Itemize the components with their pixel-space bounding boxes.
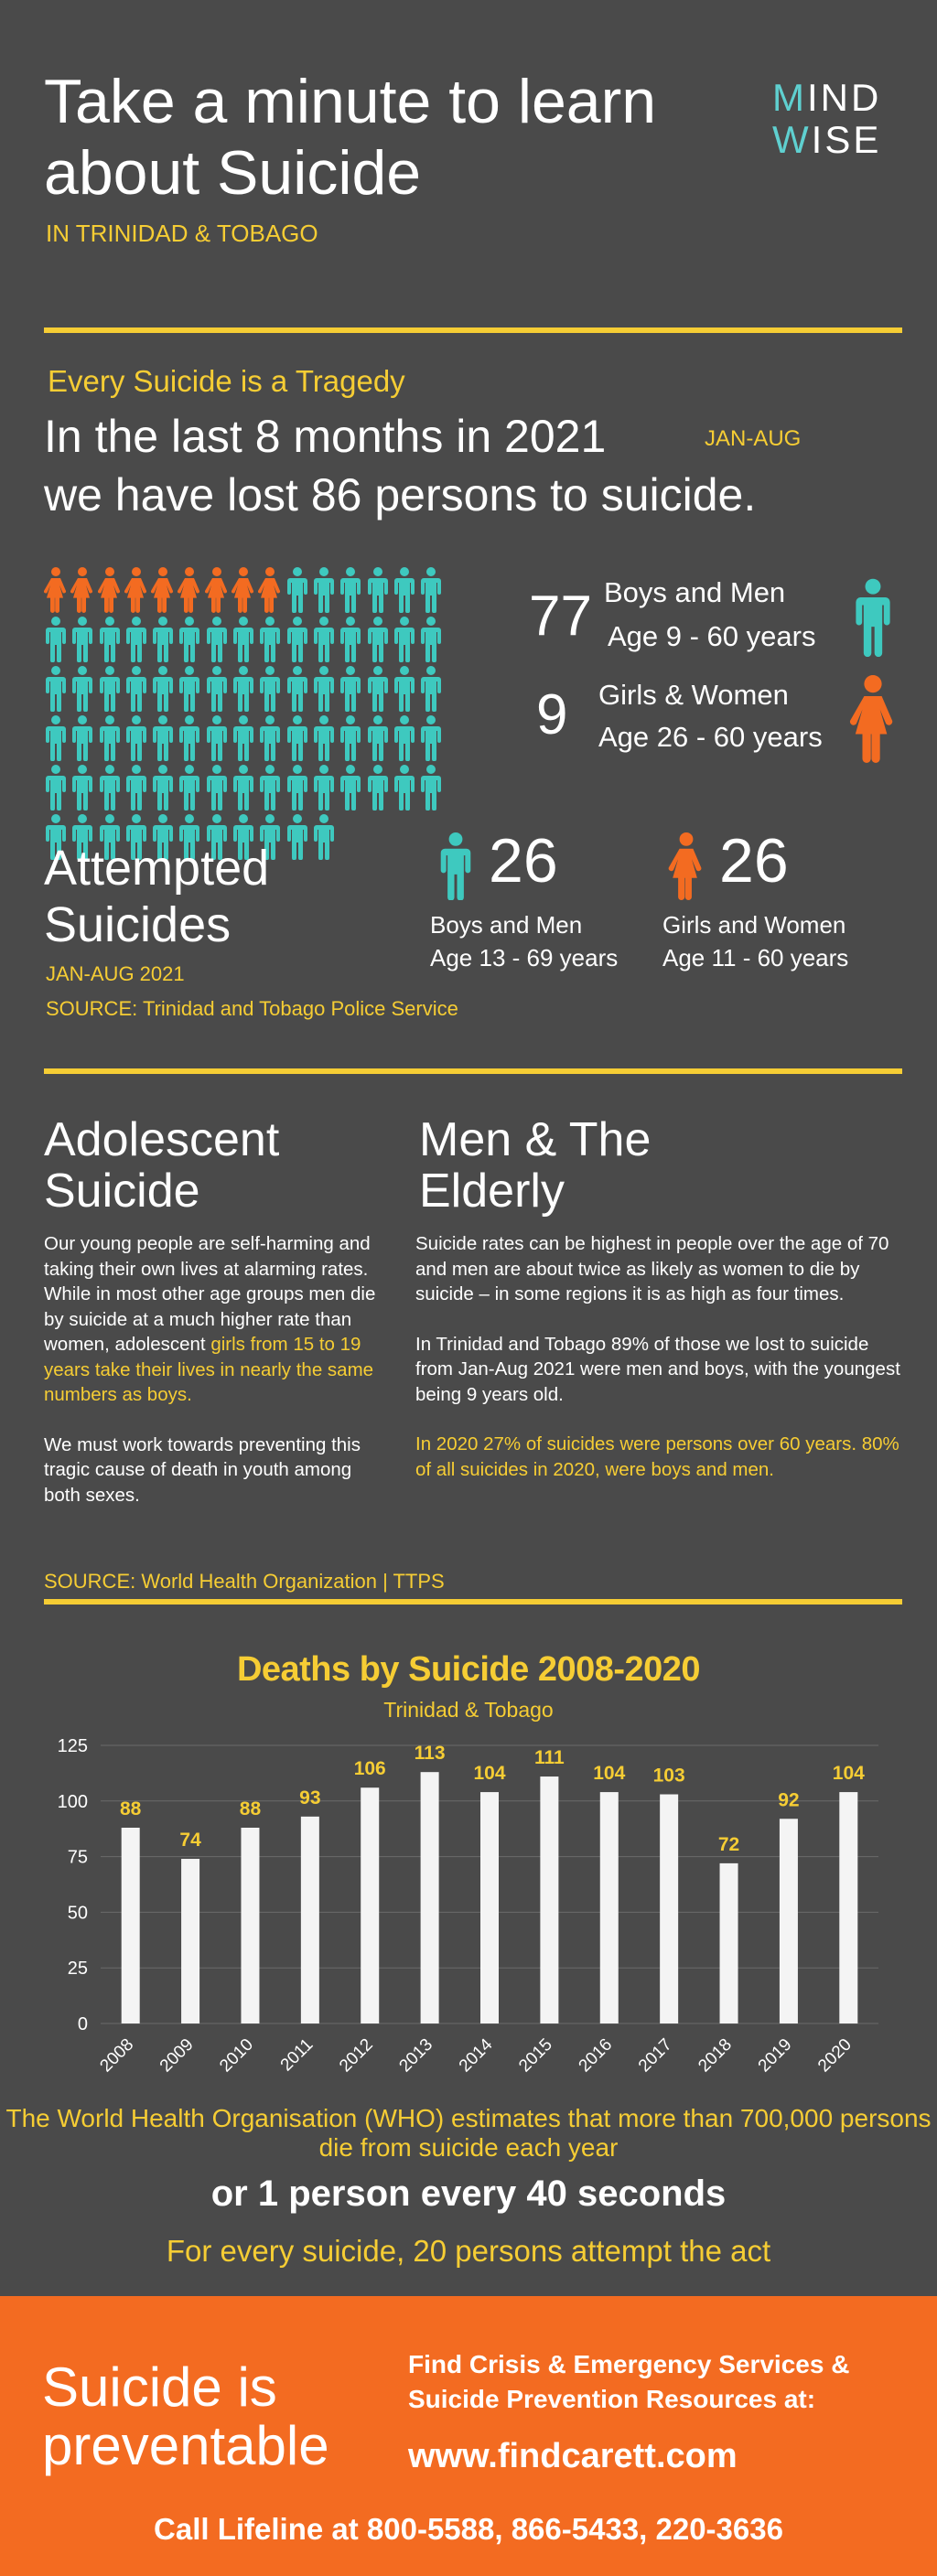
man-icon [285, 567, 309, 613]
y-tick-label: 50 [67, 1903, 88, 1924]
man-icon [44, 765, 68, 810]
bar [122, 1828, 140, 2023]
bar [241, 1828, 259, 2023]
who-estimate: The World Health Organisation (WHO) estimates that more than 700,000 persons die from suicide each year [5, 2104, 932, 2162]
man-icon [258, 617, 282, 662]
man-icon [232, 666, 255, 712]
x-tick-label: 2012 [336, 2034, 377, 2077]
woman-icon [205, 567, 229, 613]
period-label: JAN-AUG [705, 426, 802, 451]
x-tick-label: 2014 [455, 2034, 497, 2077]
man-icon [232, 617, 255, 662]
data-label: 93 [299, 1787, 321, 1809]
man-icon [44, 666, 68, 712]
x-tick-label: 2011 [276, 2034, 318, 2076]
man-icon [178, 765, 201, 810]
man-icon [339, 567, 362, 613]
male-deaths-count: 77 [529, 585, 592, 648]
attempt-ratio: For every suicide, 20 persons attempt the act [166, 2234, 771, 2268]
woman-icon [70, 567, 94, 613]
data-label: 104 [832, 1763, 865, 1785]
elderly-p2: In Trinidad and Tobago 89% of those we lost to suicide from Jan-Aug 2021 were men and boys, with the youngest being 9 years old. [415, 1333, 900, 1405]
woman-icon [258, 567, 282, 613]
adolescent-p1: Our young people are self-harming and taking their own lives at alarming rates. While in most other age groups men die by suicide at a much higher rate than women, adolescent [44, 1233, 376, 1355]
tragedy-heading: Every Suicide is a Tragedy [48, 364, 405, 398]
man-icon [366, 567, 390, 613]
x-tick-label: 2010 [216, 2034, 257, 2077]
man-icon [393, 567, 416, 613]
attempted-male-ages: Age 13 - 69 years [430, 944, 619, 971]
data-label: 88 [120, 1798, 142, 1819]
man-icon [205, 715, 229, 761]
man-icon [205, 765, 229, 810]
man-icon [44, 715, 68, 761]
man-icon [312, 715, 336, 761]
man-icon [285, 765, 309, 810]
bar [421, 1772, 439, 2023]
source-who-ttps: SOURCE: World Health Organization | TTPS [44, 1570, 445, 1593]
elderly-p1: Suicide rates can be highest in people over the age of 70 and men are about twice as likely as women to die by suicide – in some regions it is as high as four times. [415, 1233, 889, 1304]
attempted-female-count: 26 [719, 826, 789, 896]
logo-letter: M [772, 76, 807, 119]
man-icon [178, 666, 201, 712]
man-icon [258, 666, 282, 712]
man-icon [366, 765, 390, 810]
data-label: 92 [778, 1789, 800, 1811]
woman-icon [98, 567, 122, 613]
elderly-text [415, 1231, 910, 1482]
female-deaths-ages: Age 26 - 60 years [598, 721, 823, 753]
man-icon [339, 765, 362, 810]
y-tick-label: 75 [67, 1847, 88, 1868]
man-icon [70, 617, 94, 662]
data-label: 103 [652, 1765, 685, 1787]
x-tick-label: 2018 [695, 2034, 737, 2077]
man-icon [124, 765, 148, 810]
mindwise-logo [772, 77, 881, 161]
woman-icon [178, 567, 201, 613]
x-tick-label: 2020 [814, 2034, 856, 2077]
resources-link[interactable]: www.findcarett.com [408, 2437, 738, 2475]
elderly-p3: In 2020 27% of suicides were persons over 60 years. 80% of all suicides in 2020, were boys and men. [415, 1433, 899, 1480]
woman-icon [666, 832, 706, 900]
lifeline-numbers: Call Lifeline at 800-5588, 866-5433, 220-3636 [154, 2512, 783, 2546]
attempted-male-label: Boys and Men [430, 911, 583, 939]
man-icon [258, 715, 282, 761]
woman-icon [44, 567, 68, 613]
male-deaths-label: Boys and Men [604, 576, 786, 608]
lost-line-1: In the last 8 months in 2021 [44, 411, 607, 462]
man-icon [178, 617, 201, 662]
man-icon [258, 765, 282, 810]
attempted-source: SOURCE: Trinidad and Tobago Police Service [46, 997, 458, 1020]
attempted-title: Attempted Suicides [44, 841, 270, 952]
man-icon [339, 666, 362, 712]
man-icon [339, 715, 362, 761]
man-icon [70, 715, 94, 761]
woman-icon [124, 567, 148, 613]
man-icon [393, 715, 416, 761]
bar [361, 1787, 379, 2023]
x-tick-label: 2015 [515, 2034, 556, 2077]
man-icon [285, 715, 309, 761]
attempted-female-ages: Age 11 - 60 years [662, 944, 849, 971]
man-icon [151, 715, 175, 761]
page-subtitle: IN TRINIDAD & TOBAGO [46, 220, 318, 247]
man-icon [285, 666, 309, 712]
man-icon [44, 617, 68, 662]
x-tick-label: 2016 [575, 2034, 617, 2077]
man-icon [419, 715, 443, 761]
man-icon [98, 765, 122, 810]
man-icon [312, 567, 336, 613]
man-icon [853, 578, 893, 657]
page-title: Take a minute to learn about Suicide [44, 67, 657, 208]
bar [301, 1817, 319, 2023]
data-label: 72 [717, 1833, 740, 1855]
man-icon [312, 666, 336, 712]
man-icon [366, 715, 390, 761]
man-icon [178, 715, 201, 761]
man-icon [124, 715, 148, 761]
data-label: 74 [179, 1830, 201, 1852]
woman-icon [151, 567, 175, 613]
male-deaths-ages: Age 9 - 60 years [608, 620, 816, 652]
logo-text: IND [807, 76, 882, 119]
death-rate: or 1 person every 40 seconds [210, 2174, 727, 2214]
adolescent-text [44, 1231, 392, 1508]
man-icon [232, 765, 255, 810]
female-deaths-label: Girls & Women [598, 679, 789, 711]
man-icon [151, 666, 175, 712]
man-icon [437, 832, 474, 900]
bar [660, 1795, 678, 2023]
adolescent-p2: We must work towards preventing this tragic cause of death in youth among both sexes. [44, 1433, 361, 1506]
divider [44, 1068, 902, 1074]
people-pictogram [44, 567, 501, 864]
x-tick-label: 2017 [634, 2034, 676, 2077]
man-icon [124, 617, 148, 662]
data-label: 111 [534, 1747, 565, 1769]
lost-line-2: we have lost 86 persons to suicide. [44, 469, 757, 521]
man-icon [98, 715, 122, 761]
man-icon [366, 617, 390, 662]
man-icon [393, 765, 416, 810]
data-label: 104 [593, 1763, 626, 1785]
woman-icon [232, 567, 255, 613]
bar [480, 1792, 499, 2023]
x-tick-label: 2019 [754, 2034, 796, 2077]
bar [720, 1863, 738, 2023]
man-icon [339, 617, 362, 662]
x-tick-label: 2013 [395, 2034, 437, 2077]
logo-letter: W [772, 118, 812, 161]
man-icon [393, 666, 416, 712]
female-deaths-count: 9 [536, 683, 568, 746]
man-icon [393, 617, 416, 662]
man-icon [70, 666, 94, 712]
man-icon [151, 617, 175, 662]
man-icon [98, 666, 122, 712]
bar [181, 1859, 199, 2023]
x-tick-label: 2008 [96, 2034, 138, 2077]
woman-icon [849, 675, 897, 763]
bar [540, 1776, 558, 2023]
bar [600, 1792, 619, 2023]
logo-text: ISE [811, 118, 882, 161]
attempted-male-count: 26 [489, 826, 558, 896]
y-tick-label: 25 [67, 1959, 88, 1980]
bar [839, 1792, 857, 2023]
man-icon [205, 617, 229, 662]
man-icon [419, 617, 443, 662]
chart-title: Deaths by Suicide 2008-2020 [236, 1650, 701, 1689]
data-label: 88 [239, 1798, 262, 1819]
y-tick-label: 125 [57, 1736, 88, 1756]
data-label: 106 [353, 1758, 386, 1780]
suicide-deaths-chart [37, 1720, 915, 2086]
man-icon [98, 617, 122, 662]
attempted-female-label: Girls and Women [662, 911, 846, 939]
man-icon [312, 765, 336, 810]
y-tick-label: 0 [77, 2014, 88, 2034]
man-icon [312, 617, 336, 662]
man-icon [151, 765, 175, 810]
footer-title: Suicide is preventable [42, 2356, 329, 2476]
adolescent-highlight: girls from 15 to 19 years take their lives in nearly the same numbers as boys. [44, 1334, 374, 1405]
man-icon [419, 567, 443, 613]
man-icon [70, 765, 94, 810]
data-label: 104 [473, 1763, 506, 1785]
man-icon [205, 666, 229, 712]
man-icon [232, 715, 255, 761]
divider [44, 327, 902, 333]
divider [44, 1599, 902, 1605]
man-icon [419, 666, 443, 712]
bar [780, 1819, 798, 2023]
man-icon [285, 617, 309, 662]
y-tick-label: 100 [57, 1791, 88, 1812]
man-icon [366, 666, 390, 712]
elderly-title: Men & The Elderly [419, 1113, 652, 1218]
adolescent-title: Adolescent Suicide [44, 1113, 280, 1218]
man-icon [124, 666, 148, 712]
x-tick-label: 2009 [156, 2034, 198, 2077]
data-label: 113 [414, 1743, 446, 1765]
resources-text: Find Crisis & Emergency Services & Suicide Prevention Resources at: [408, 2350, 850, 2413]
chart-subtitle: Trinidad & Tobago [383, 1698, 554, 1722]
attempted-period: JAN-AUG 2021 [46, 962, 185, 985]
man-icon [419, 765, 443, 810]
